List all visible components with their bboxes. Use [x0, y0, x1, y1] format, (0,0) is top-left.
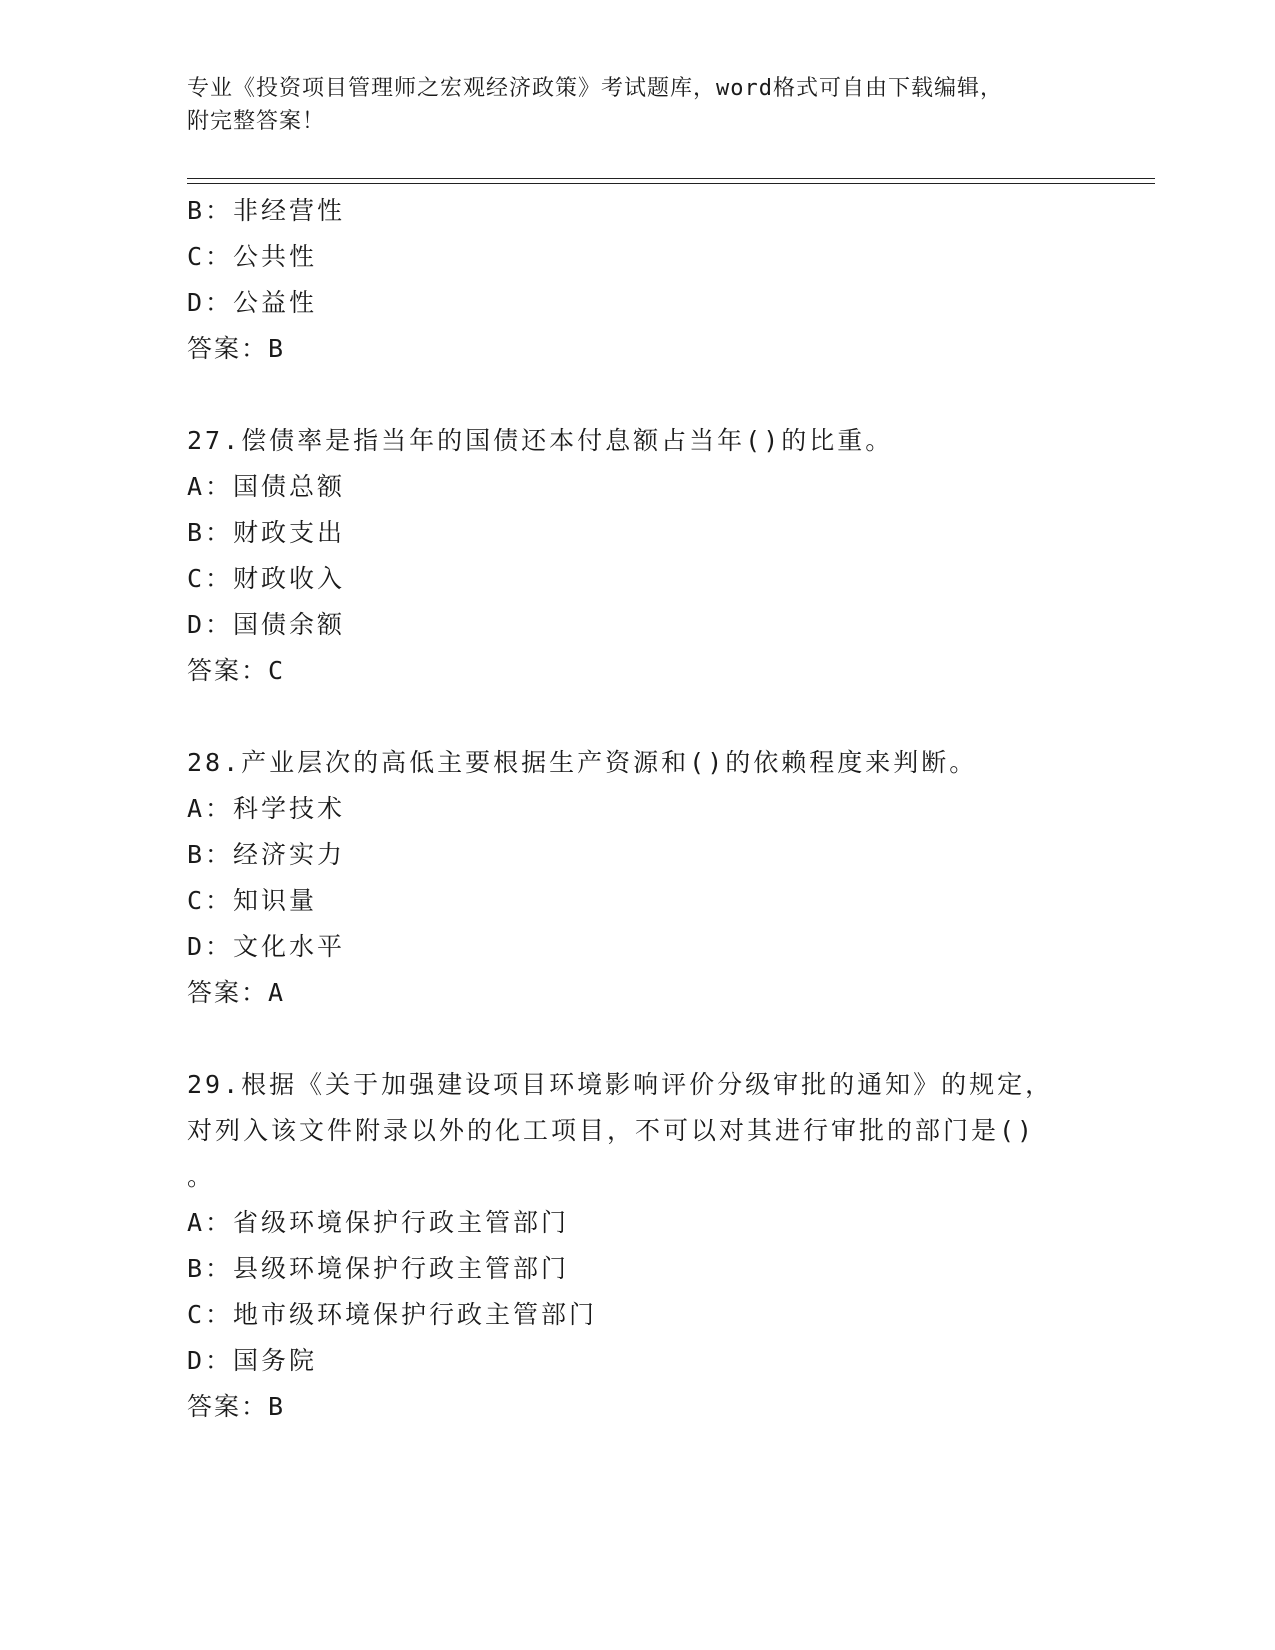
header-line-2: 附完整答案！ [187, 109, 326, 134]
question-text-line-3: 。 [187, 1162, 216, 1191]
option-c: C：知识量 [187, 886, 318, 915]
option-c: C：公共性 [187, 242, 318, 271]
question-text-line-2: 对列入该文件附录以外的化工项目，不可以对其进行审批的部门是() [187, 1116, 1036, 1145]
answer [187, 970, 1087, 1016]
question-26-continuation [187, 188, 1087, 372]
answer [187, 326, 1087, 372]
option-b: B：财政支出 [187, 518, 346, 547]
document-header [187, 72, 1087, 138]
question-28 [187, 740, 1087, 1016]
spacer [187, 372, 1087, 418]
answer-label: 答案： [187, 1392, 269, 1421]
answer-label: 答案： [187, 656, 269, 685]
option-a: A：科学技术 [187, 794, 346, 823]
option-d: D：公益性 [187, 288, 318, 317]
answer-value: C [268, 656, 286, 685]
question-text: 28.产业层次的高低主要根据生产资源和()的依赖程度来判断。 [187, 748, 978, 777]
option-c: C：财政收入 [187, 564, 346, 593]
header-divider-top [187, 178, 1155, 179]
spacer [187, 1016, 1087, 1062]
answer-label: 答案： [187, 978, 269, 1007]
question-text-line-1: 29.根据《关于加强建设项目环境影响评价分级审批的通知》的规定， [187, 1070, 1054, 1099]
option-a: A：省级环境保护行政主管部门 [187, 1208, 570, 1237]
answer-value: A [268, 978, 286, 1007]
answer-value: B [268, 1392, 286, 1421]
option-a: A：国债总额 [187, 472, 346, 501]
question-list [187, 188, 1087, 1430]
question-29 [187, 1062, 1087, 1430]
option-b: B：经济实力 [187, 840, 346, 869]
spacer [187, 694, 1087, 740]
answer [187, 1384, 1087, 1430]
answer [187, 648, 1087, 694]
option-b: B：县级环境保护行政主管部门 [187, 1254, 570, 1283]
answer-value: B [268, 334, 286, 363]
header-divider-bottom [187, 183, 1155, 184]
question-text: 27.偿债率是指当年的国债还本付息额占当年()的比重。 [187, 426, 894, 455]
header-line-1: 专业《投资项目管理师之宏观经济政策》考试题库，word格式可自由下载编辑， [187, 76, 1003, 101]
answer-label: 答案： [187, 334, 269, 363]
option-d: D：国债余额 [187, 610, 346, 639]
option-d: D：文化水平 [187, 932, 346, 961]
question-27 [187, 418, 1087, 694]
option-c: C：地市级环境保护行政主管部门 [187, 1300, 598, 1329]
option-d: D：国务院 [187, 1346, 318, 1375]
option-b: B：非经营性 [187, 196, 346, 225]
